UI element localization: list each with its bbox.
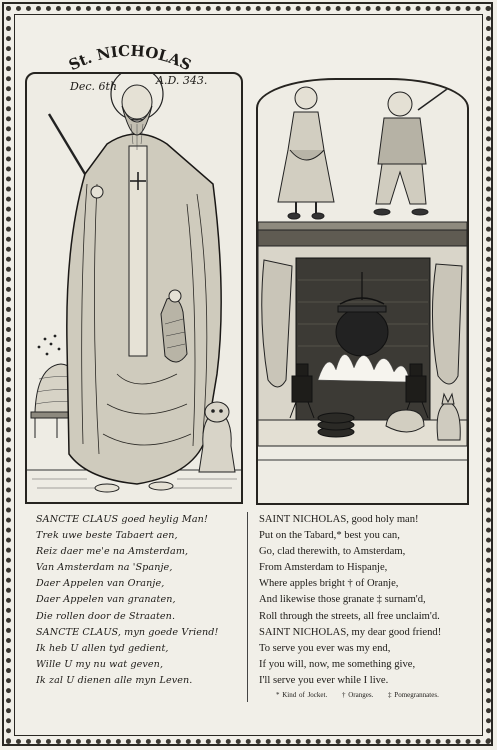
title-arch — [30, 36, 230, 106]
footnote-oranges: † Oranges. — [341, 691, 374, 699]
poem-line: And likewise those granate ‡ surnam'd, — [259, 594, 426, 606]
poem-line: SANCTE CLAUS, myn goede Vriend! — [36, 626, 219, 638]
poem-line: To serve you ever was my end, — [259, 642, 391, 654]
poem-line: Ik heb U allen tyd gedient, — [36, 642, 169, 654]
saint-nicholas-panel — [25, 72, 243, 504]
cakes — [318, 413, 354, 437]
poem-line: Daer Appelen van granaten, — [36, 594, 176, 606]
poem-line: Roll through the streets, all free unclaim'd. — [259, 610, 440, 622]
poem-line: SAINT NICHOLAS, my dear good friend! — [259, 626, 442, 638]
poem-english — [259, 512, 471, 689]
fireplace-panel — [256, 78, 469, 505]
poem-line: I'll serve you ever while I live. — [259, 674, 389, 686]
poem-line: SANCTE CLAUS goed heylig Man! — [36, 514, 208, 525]
poem-line: Van Amsterdam na 'Spanje, — [36, 562, 173, 574]
right-stocking — [432, 264, 462, 384]
poem-line: Trek uwe beste Tabaert aen, — [36, 530, 178, 542]
column-divider — [247, 512, 248, 702]
poem-line: Put on the Tabard,* best you can, — [259, 530, 400, 542]
poem-line: Reiz daer me'e na Amsterdam, — [36, 546, 189, 558]
girl-figure — [278, 87, 334, 219]
poem-line: From Amsterdam to Hispanje, — [259, 562, 388, 574]
poem-line: Where apples bright † of Oranje, — [259, 578, 399, 590]
poem-line: Go, clad therewith, to Amsterdam, — [259, 546, 406, 558]
poem-line: Die rollen door de Straaten. — [36, 610, 176, 622]
poem-line: Wille U my nu wat geven, — [36, 658, 164, 670]
fireplace-illustration — [258, 80, 467, 503]
year-label: A.D. 343. — [156, 74, 208, 87]
poem-dutch — [36, 512, 241, 689]
saint-nicholas-illustration — [27, 74, 241, 502]
footnote-pomegranates: ‡ Pomegrannates. — [388, 691, 439, 699]
poem-line: If you will, now, me something give, — [259, 658, 416, 670]
poem-line: Daer Appelen van Oranje, — [36, 578, 165, 590]
footnote-tabard: * Kind of Jocket. — [276, 691, 328, 699]
footnotes — [276, 691, 476, 699]
feast-date: Dec. 6th — [70, 80, 117, 93]
saint-title: St. NICHOLAS — [65, 41, 195, 75]
bees — [38, 335, 61, 356]
poem-line: Ik zal U dienen alle myn Leven. — [36, 674, 193, 686]
poem-line: SAINT NICHOLAS, good holy man! — [259, 514, 419, 525]
boy-figure — [374, 84, 454, 215]
